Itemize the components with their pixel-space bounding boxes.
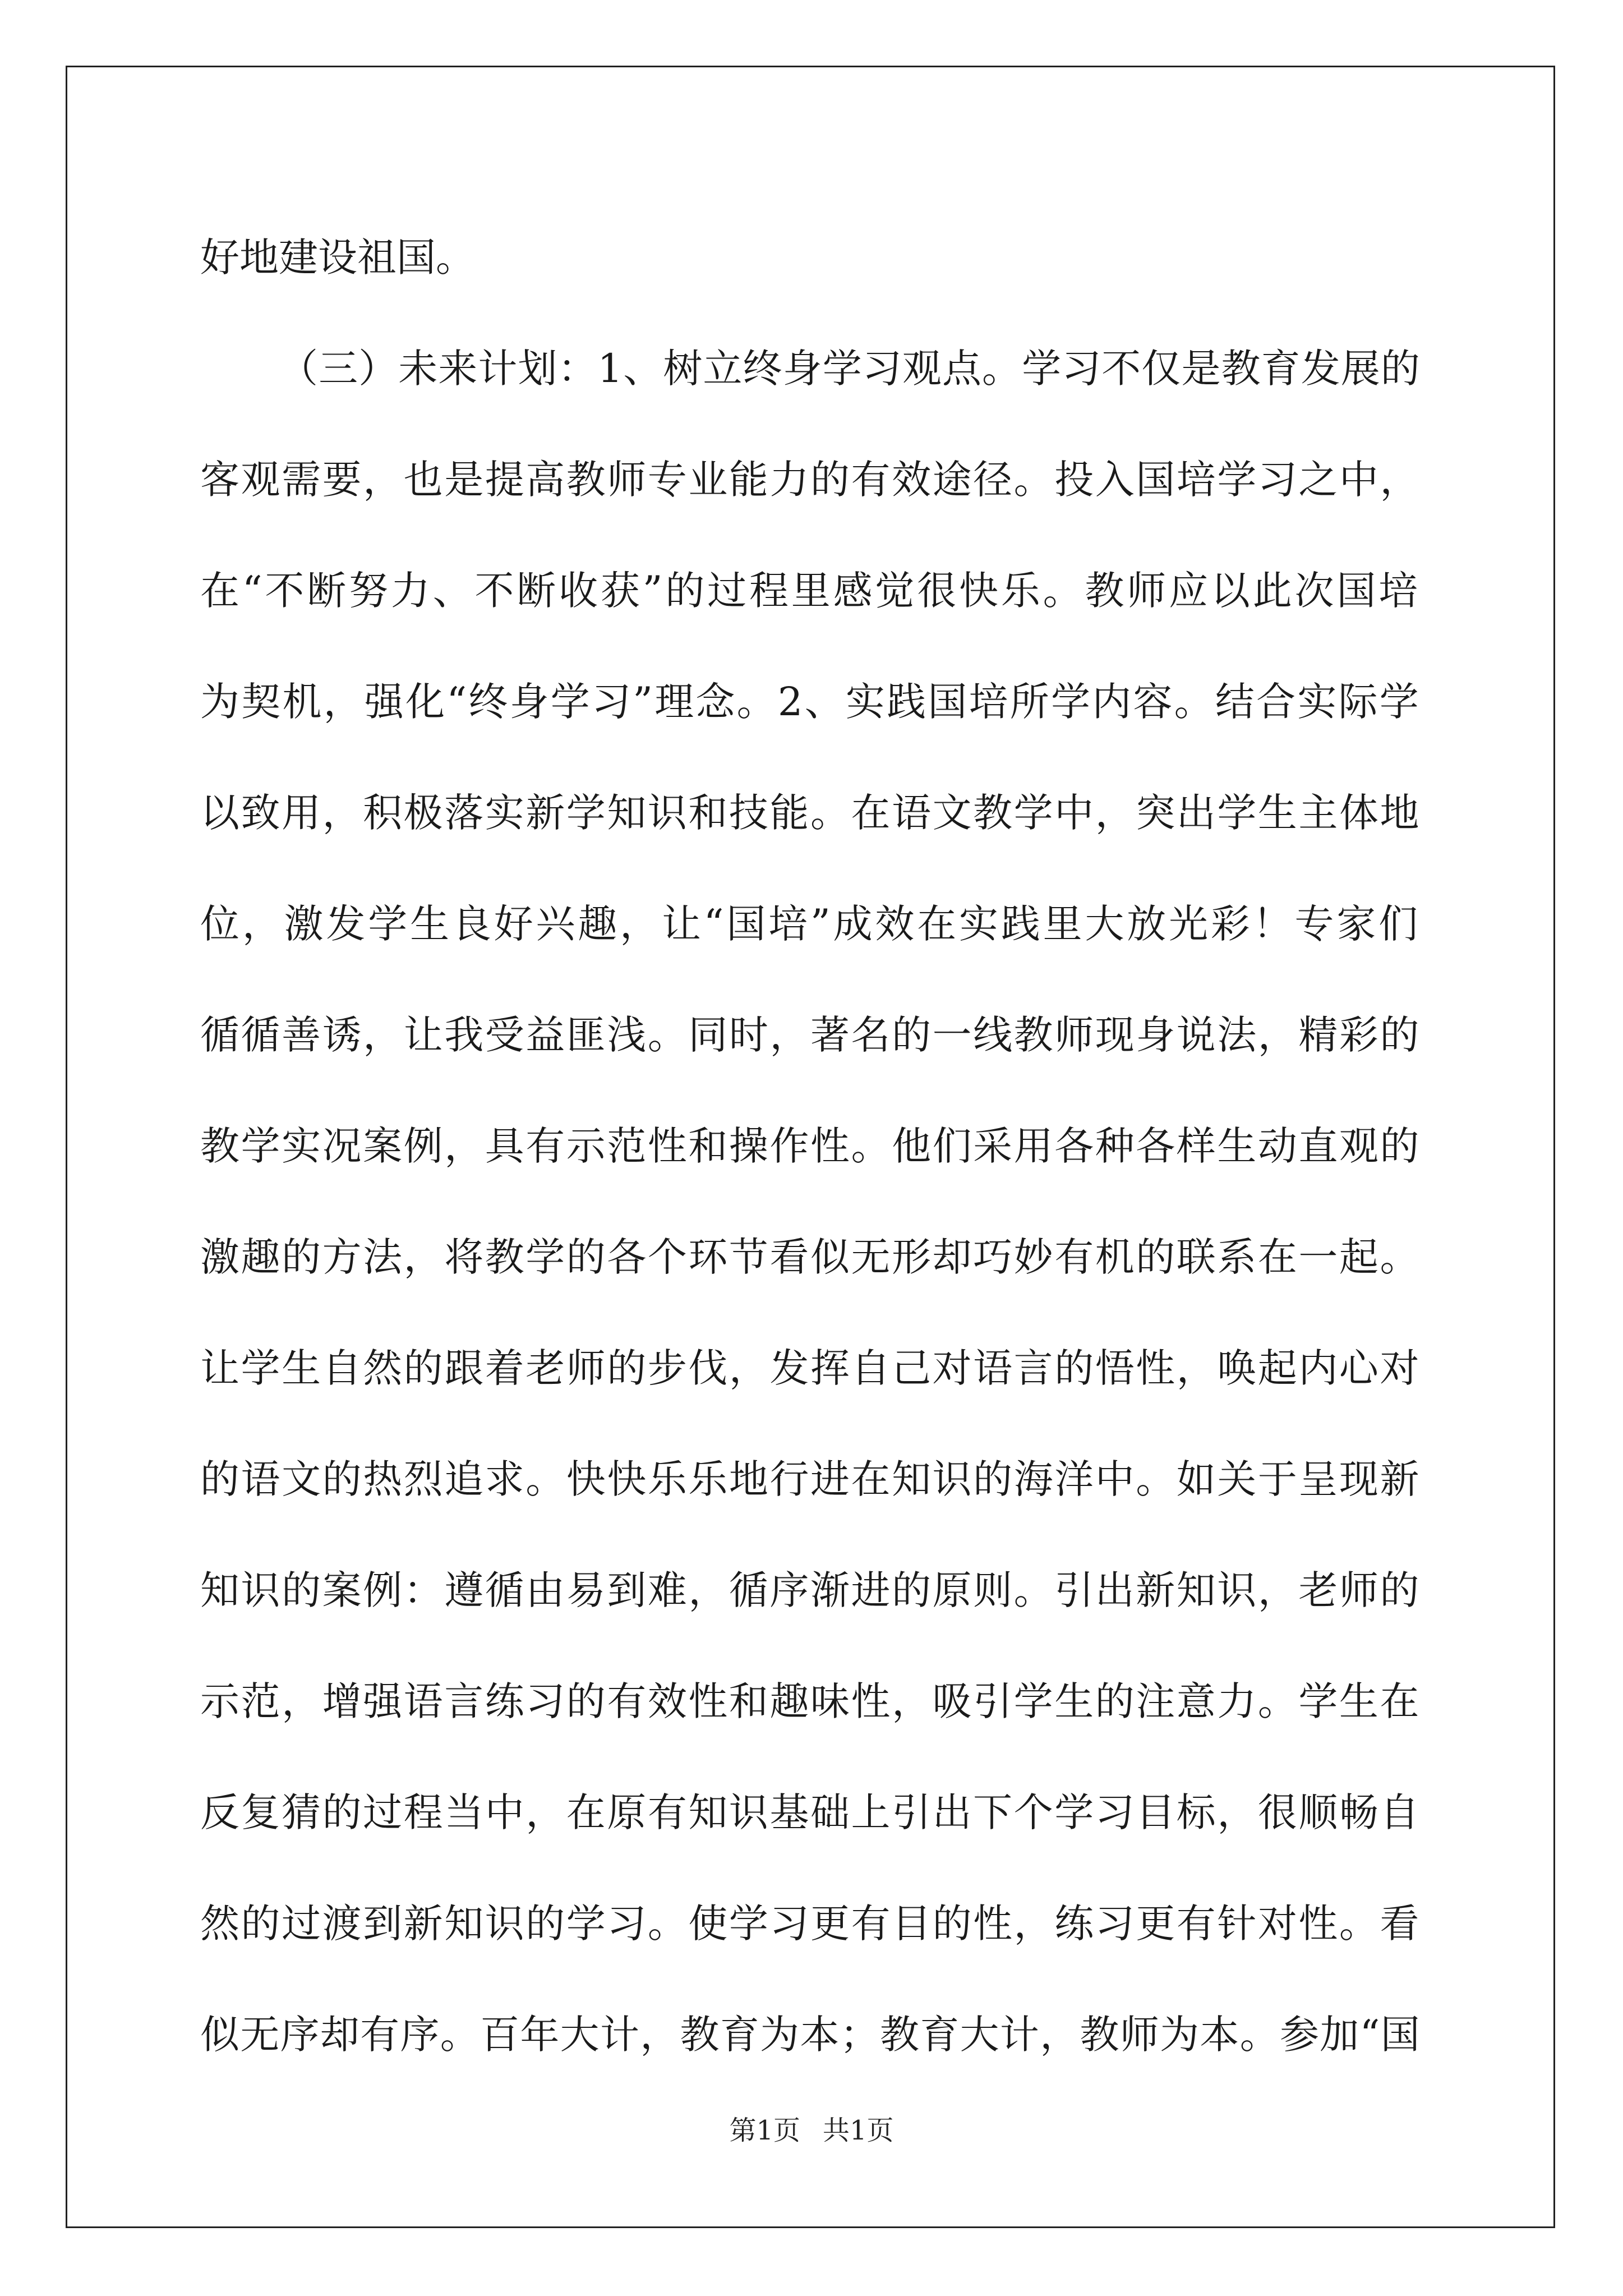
text-line: 让学生自然的跟着老师的步伐，发挥自己对语言的悟性，唤起内心对 [200,1345,1421,1391]
text-line: 知识的案例：遵循由易到难，循序渐进的原则。引出新知识，老师的 [200,1567,1421,1613]
text-line: 然的过渡到新知识的学习。使学习更有目的性，练习更有针对性。看 [200,1901,1421,1947]
text-line: 位，激发学生良好兴趣，让“国培”成效在实践里大放光彩！专家们 [200,901,1421,947]
page-footer [0,2114,1623,2147]
text-line: 以致用，积极落实新学知识和技能。在语文教学中，突出学生主体地 [200,790,1421,836]
text-line: 的语文的热烈追求。快快乐乐地行进在知识的海洋中。如关于呈现新 [200,1456,1421,1502]
text-line: 示范，增强语言练习的有效性和趣味性，吸引学生的注意力。学生在 [200,1678,1421,1724]
text-line: 循循善诱，让我受益匪浅。同时，著名的一线教师现身说法，精彩的 [200,1012,1421,1058]
text-line: （三）未来计划：1、树立终身学习观点。学习不仅是教育发展的 [279,346,1421,392]
page-total: 共1页 [823,2115,894,2146]
document-body [200,202,1421,2090]
text-line: 似无序却有序。百年大计，教育为本；教育大计，教师为本。参加“国 [200,2012,1421,2058]
text-line: 反复猜的过程当中，在原有知识基础上引出下个学习目标，很顺畅自 [200,1789,1421,1835]
text-line: 客观需要，也是提高教师专业能力的有效途径。投入国培学习之中， [200,457,1421,503]
text-line: 教学实况案例，具有示范性和操作性。他们采用各种各样生动直观的 [200,1123,1421,1169]
text-line: 好地建设祖国。 [200,234,475,280]
page-number: 第1页 [729,2115,800,2146]
text-line: 激趣的方法，将教学的各个环节看似无形却巧妙有机的联系在一起。 [200,1234,1421,1280]
text-line: 为契机，强化“终身学习”理念。2、实践国培所学内容。结合实际学 [200,679,1421,725]
text-line: 在“不断努力、不断收获”的过程里感觉很快乐。教师应以此次国培 [200,568,1421,614]
